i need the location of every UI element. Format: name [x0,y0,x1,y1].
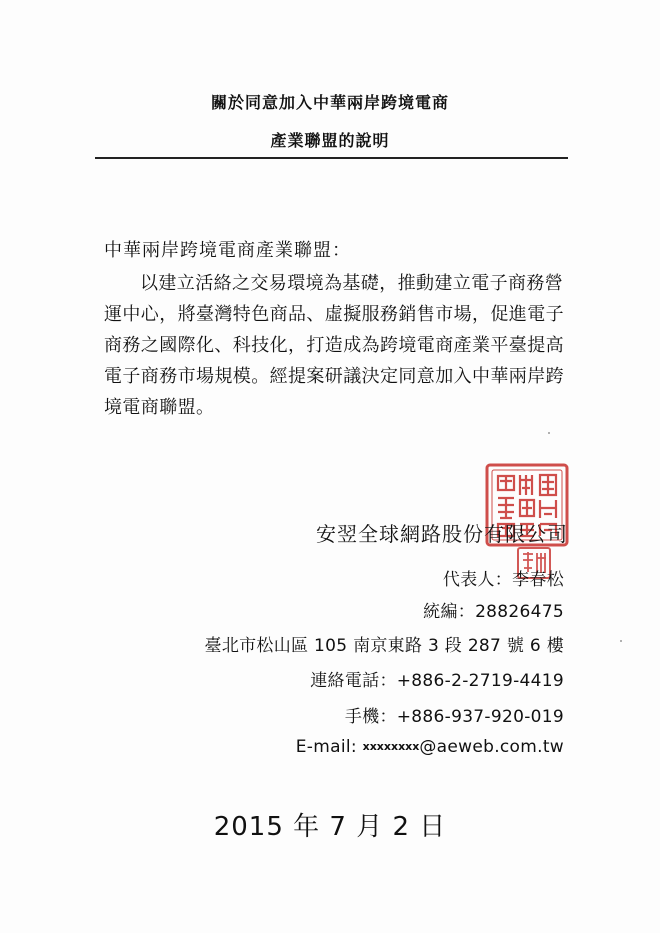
salutation: 中華兩岸跨境電商產業聯盟： [104,240,351,261]
email-line [296,737,564,757]
title-divider [95,157,568,159]
email-domain: @aeweb.com.tw [419,737,564,757]
company-name: 安翌全球網路股份有限公司 [316,522,568,546]
tax-id-line [423,597,564,622]
representative-line [443,565,564,590]
representative-label: 代表人： [442,570,513,590]
tax-id-label: 統編： [423,602,476,622]
email-user-masked: xxxxxxxx [362,740,420,753]
document-title-line1: 關於同意加入中華兩岸跨境電商 [210,93,449,112]
address-line: 臺北市松山區 105 南京東路 3 段 287 號 6 樓 [204,636,564,656]
document-title-line2: 產業聯盟的說明 [270,131,390,150]
phone-line [310,666,564,691]
representative-name: 李春松 [512,570,564,590]
scan-speck [620,640,622,642]
phone-label: 連絡電話： [310,671,397,691]
email-label: E-mail: [295,737,363,757]
tax-id-value: 28826475 [475,602,564,622]
body-paragraph: 以建立活絡之交易環境為基礎，推動建立電子商務營運中心，將臺灣特色商品、虛擬服務銷售市場，促進電子商務之國際化、科技化，打造成為跨境電商產業平臺提高電子商務市場規模。經提案研議決定同意加入中華兩岸跨境電商聯盟。 [104,273,564,418]
mobile-value: +886-937-920-019 [396,707,564,727]
phone-value: +886-2-2719-4419 [396,671,564,691]
document-date: 2015 年 7 月 2 日 [213,812,447,842]
scan-speck [548,432,550,434]
mobile-line [345,702,564,727]
mobile-label: 手機： [344,707,397,727]
